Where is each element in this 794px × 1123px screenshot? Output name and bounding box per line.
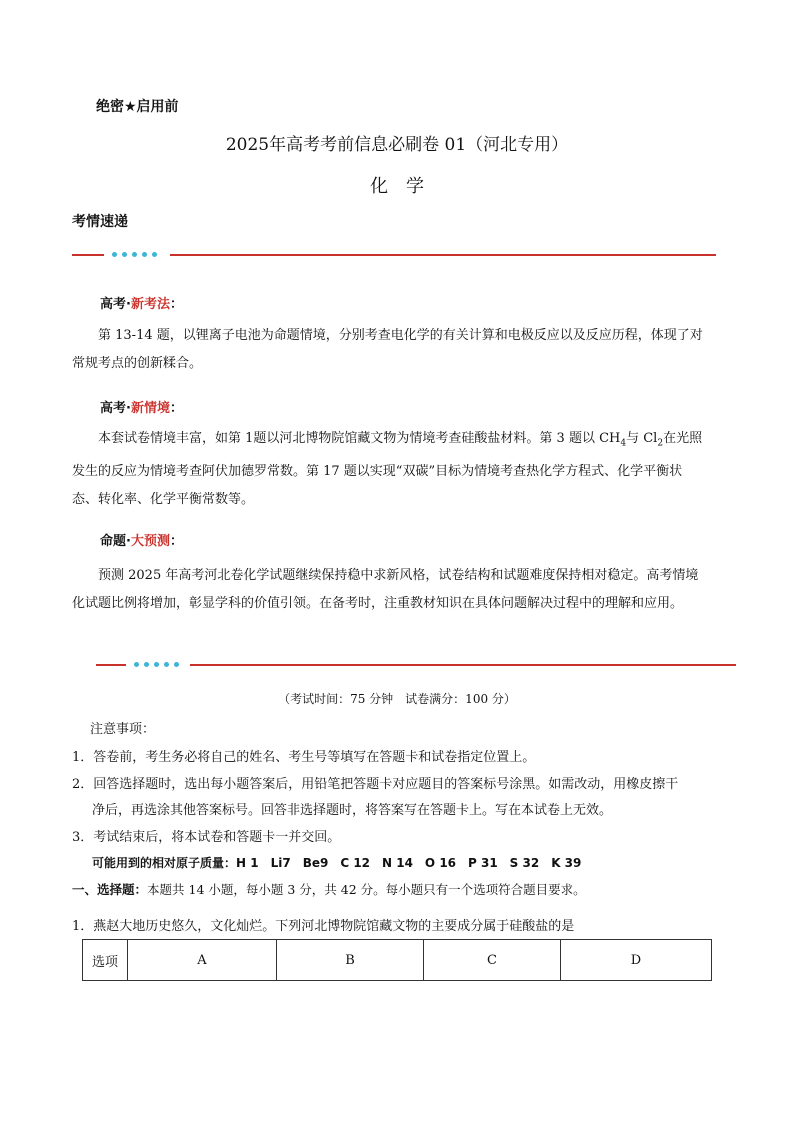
note-item-2-cont: 净后，再选涂其他答案标号。回答非选择题时，将答案写在答题卡上。写在本试卷上无效。 [92, 803, 613, 818]
divider-dot [144, 662, 149, 667]
divider-dot [164, 662, 169, 667]
confidential-label: 绝密★启用前 [96, 99, 179, 115]
prediction-label: 命题·大预测： [100, 534, 183, 549]
subject-title: 化学 [370, 176, 442, 197]
new-context-label: 高考·新情境： [100, 401, 183, 416]
note-item-2: 2．回答选择题时，选出每小题答案后，用铅笔把答题卡对应题目的答案标号涂黑。如需改动，用橡皮擦干 [72, 777, 679, 792]
divider-dot [132, 252, 137, 257]
divider-dot [152, 252, 157, 257]
notes-heading: 注意事项： [90, 722, 156, 737]
bottom-divider [96, 660, 736, 670]
divider-dot [142, 252, 147, 257]
divider-dot [134, 662, 139, 667]
new-method-label: 高考·新考法： [100, 297, 183, 312]
option-b-cell: B [277, 940, 424, 981]
new-context-text: 本套试卷情境丰富，如第 1题以河北博物院馆藏文物为情境考查硅酸盐材料。第 3 题以 $CH_4$与 $Cl_2$在光照发生的反应为情境考查阿伏加德罗常数。第 17 题以实现“双碳”目标为情境考查热化学方程式、化学平衡状态、转化率、化学平衡常数等。 [72, 431, 703, 507]
divider-dot [174, 662, 179, 667]
new-method-text: 第 13-14 题，以锂离子电池为命题情境，分别考查电化学的有关计算和电极反应以及反应历程，体现了对常规考点的创新糅合。 [72, 328, 703, 371]
option-c-cell: C [424, 940, 561, 981]
prediction-text: 预测 2025 年高考河北卷化学试题继续保持稳中求新风格，试卷结构和试题难度保持相对稳定。高考情境化试题比例将增加，彰显学科的价值引领。在备考时，注重教材知识在具体问题解决过程中的理解和应用。 [72, 568, 699, 611]
option-a-cell: A [128, 940, 277, 981]
divider-dot [122, 252, 127, 257]
section-one-heading: 一、选择题：本题共 14 小题，每小题 3 分，共 42 分。每小题只有一个选项符合题目要求。 [72, 882, 586, 897]
note-item-1: 1．答卷前，考生务必将自己的姓名、考生号等填写在答题卡和试卷指定位置上。 [72, 750, 536, 765]
paper-title: 2025年高考考前信息必刷卷 01（河北专用） [225, 135, 569, 155]
question-1-text: 1．燕赵大地历史悠久，文化灿烂。下列河北博物院馆藏文物的主要成分属于硅酸盐的是 [72, 919, 575, 934]
exam-info: （考试时间：75 分钟 试卷满分：100 分） [278, 692, 516, 706]
note-item-3: 3．考试结束后，将本试卷和答题卡一并交回。 [72, 830, 341, 845]
divider-dot [154, 662, 159, 667]
options-header-cell: 选项 [83, 940, 128, 981]
option-d-cell: D [561, 940, 712, 981]
analysis-heading: 考情速递 [72, 214, 128, 230]
top-divider [72, 250, 716, 260]
atomic-masses: 可能用到的相对原子质量：H 1 Li7 Be9 C 12 N 14 O 16 P 31 S 32 K 39 [92, 856, 582, 870]
question-1-options-table [82, 939, 712, 981]
divider-dot [112, 252, 117, 257]
